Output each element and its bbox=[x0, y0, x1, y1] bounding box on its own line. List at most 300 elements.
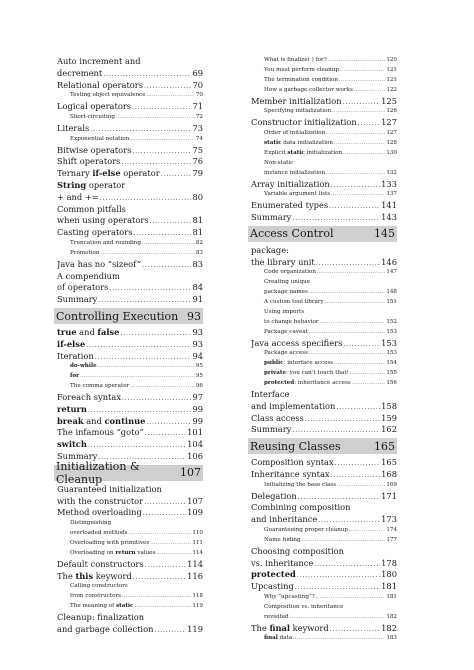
entry-label: Ternary if-else operator bbox=[57, 168, 160, 179]
toc-entry bbox=[57, 145, 203, 157]
entry-label: switch bbox=[57, 439, 87, 450]
chapter-title: Reusing Classes bbox=[250, 439, 341, 453]
entry-label: break and continue bbox=[57, 415, 146, 426]
toc-subentry bbox=[251, 76, 397, 86]
entry-page-number: 153 bbox=[381, 337, 397, 348]
entry-page-number: 148 bbox=[386, 289, 397, 296]
leader-dots bbox=[329, 201, 380, 212]
toc-subentry bbox=[251, 526, 397, 536]
toc-entry bbox=[57, 339, 203, 351]
leader-dots bbox=[314, 559, 380, 570]
entry-page-number: 95 bbox=[195, 373, 203, 380]
entry-page-number: 114 bbox=[192, 549, 203, 556]
leader-dots bbox=[130, 135, 195, 145]
leader-dots bbox=[340, 66, 385, 76]
leader-dots bbox=[335, 458, 381, 469]
toc-subentry bbox=[251, 139, 397, 149]
leader-dots bbox=[90, 124, 191, 135]
toc-subentry bbox=[251, 481, 397, 491]
leader-dots bbox=[331, 470, 381, 481]
leader-dots bbox=[142, 260, 191, 271]
toc-entry bbox=[57, 192, 203, 204]
toc-entry bbox=[57, 294, 203, 306]
entry-label: Member initialization bbox=[251, 95, 342, 106]
entry-page-number: 181 bbox=[381, 581, 397, 592]
toc-subentry bbox=[57, 539, 203, 549]
entry-label: Default constructors bbox=[57, 558, 144, 569]
toc-entry bbox=[251, 338, 397, 350]
entry-label: protected: inheritance access bbox=[264, 380, 351, 387]
entry-label: Logical operators bbox=[57, 101, 132, 112]
entry-label: Foreach syntax bbox=[57, 392, 122, 403]
leader-dots bbox=[325, 298, 386, 308]
entry-label: The termination condition bbox=[264, 76, 338, 83]
leader-dots bbox=[316, 593, 386, 603]
entry-label: Package access bbox=[264, 350, 309, 357]
toc-entry-line: package: bbox=[251, 244, 289, 255]
entry-label: Testing object equivalence bbox=[70, 92, 146, 99]
leader-dots bbox=[343, 149, 385, 159]
entry-page-number: 178 bbox=[381, 557, 397, 568]
entry-label: private: you can’t touch that! bbox=[264, 370, 349, 377]
entry-label: Explicit static initialization bbox=[264, 149, 343, 156]
entry-page-number: 107 bbox=[187, 495, 203, 506]
entry-page-number: 94 bbox=[192, 350, 203, 361]
toc-entry bbox=[251, 623, 397, 635]
entry-page-number: 132 bbox=[386, 169, 397, 176]
entry-page-number: 133 bbox=[381, 178, 397, 189]
entry-page-number: 114 bbox=[187, 558, 203, 569]
entry-label: Truncation and rounding bbox=[70, 240, 141, 247]
entry-label: Order of initialization bbox=[264, 130, 326, 137]
toc-entry bbox=[251, 491, 397, 503]
entry-page-number: 73 bbox=[192, 122, 203, 133]
entry-page-number: 80 bbox=[192, 191, 203, 202]
entry-page-number: 96 bbox=[195, 383, 203, 390]
toc-entry bbox=[251, 179, 397, 191]
leader-dots bbox=[134, 228, 192, 239]
leader-dots bbox=[98, 295, 191, 306]
leader-dots bbox=[88, 440, 186, 451]
entry-label: You must perform cleanup bbox=[264, 66, 339, 73]
toc-subentry-line: Creating unique bbox=[264, 279, 311, 286]
leader-dots bbox=[326, 129, 385, 139]
toc-entry bbox=[57, 351, 203, 363]
leader-dots bbox=[121, 157, 191, 168]
leader-dots bbox=[150, 216, 192, 227]
leader-dots bbox=[331, 190, 385, 200]
toc-entry bbox=[57, 559, 203, 571]
entry-label: return bbox=[57, 403, 87, 414]
leader-dots bbox=[154, 625, 186, 636]
entry-page-number: 91 bbox=[192, 294, 203, 305]
entry-page-number: 155 bbox=[386, 370, 397, 377]
leader-dots bbox=[88, 405, 192, 416]
chapter-page-number: 165 bbox=[374, 439, 395, 453]
toc-entry bbox=[251, 569, 397, 581]
toc-entry bbox=[57, 68, 203, 80]
leader-dots bbox=[120, 328, 191, 339]
toc-subentry bbox=[57, 372, 203, 382]
toc-subentry bbox=[57, 91, 203, 101]
entry-page-number: 111 bbox=[192, 540, 203, 547]
toc-entry-line: Combining composition bbox=[251, 502, 351, 513]
leader-dots bbox=[298, 492, 380, 503]
entry-page-number: 74 bbox=[195, 135, 203, 142]
entry-label: Code organization bbox=[264, 269, 316, 276]
entry-label: Summary bbox=[251, 424, 292, 435]
leader-dots bbox=[332, 107, 385, 117]
leader-dots bbox=[318, 515, 380, 526]
leader-dots bbox=[336, 402, 380, 413]
leader-dots bbox=[309, 349, 385, 359]
leader-dots bbox=[100, 193, 192, 204]
toc-entry bbox=[57, 427, 203, 439]
leader-dots bbox=[80, 372, 195, 382]
leader-dots bbox=[358, 118, 380, 129]
leader-dots bbox=[132, 102, 191, 113]
entry-label: package names bbox=[264, 289, 308, 296]
toc-subentry bbox=[251, 369, 397, 379]
leader-dots bbox=[150, 539, 191, 549]
entry-label: Promotion bbox=[70, 249, 100, 256]
entry-label: Upcasting bbox=[251, 581, 294, 592]
toc-subentry bbox=[251, 169, 397, 179]
entry-page-number: 99 bbox=[192, 403, 203, 414]
entry-label: Summary bbox=[57, 451, 98, 462]
entry-label: Initializing the base class bbox=[264, 481, 337, 488]
entry-label: and garbage collection bbox=[57, 623, 154, 634]
entry-page-number: 174 bbox=[386, 527, 397, 534]
leader-dots bbox=[292, 425, 380, 436]
entry-page-number: 81 bbox=[192, 215, 203, 226]
toc-subentry bbox=[251, 288, 397, 298]
toc-entry bbox=[251, 469, 397, 481]
leader-dots bbox=[161, 169, 192, 180]
toc-entry bbox=[57, 80, 203, 92]
entry-page-number: 97 bbox=[192, 392, 203, 403]
leader-dots bbox=[352, 379, 386, 389]
chapter-heading bbox=[54, 459, 203, 486]
entry-page-number: 153 bbox=[386, 328, 397, 335]
chapter-title: Controlling Execution bbox=[56, 309, 179, 323]
chapter-heading bbox=[54, 308, 203, 324]
leader-dots bbox=[331, 180, 380, 191]
leader-dots bbox=[86, 340, 191, 351]
entry-label: Bitwise operators bbox=[57, 144, 132, 155]
toc-subentry bbox=[251, 536, 397, 546]
entry-label: Shift operators bbox=[57, 156, 121, 167]
entry-label: The infamous “goto” bbox=[57, 427, 144, 438]
entry-label: The final keyword bbox=[251, 622, 329, 633]
toc-entry bbox=[57, 101, 203, 113]
entry-label: true and false bbox=[57, 327, 120, 337]
entry-page-number: 162 bbox=[381, 424, 397, 435]
leader-dots bbox=[337, 481, 385, 491]
entry-label: for bbox=[70, 373, 80, 380]
entry-page-number: 181 bbox=[386, 594, 397, 600]
entry-page-number: 118 bbox=[192, 593, 203, 600]
entry-page-number: 143 bbox=[381, 211, 397, 222]
leader-dots bbox=[350, 369, 385, 379]
entry-label: What is finalize( ) for? bbox=[264, 57, 327, 63]
toc-entry bbox=[251, 581, 397, 593]
toc-subentry bbox=[251, 613, 397, 623]
entry-page-number: 126 bbox=[386, 108, 397, 115]
entry-label: revisited bbox=[264, 613, 289, 620]
entry-label: and inheritance bbox=[251, 514, 318, 525]
toc-entry bbox=[251, 200, 397, 212]
entry-page-number: 106 bbox=[187, 451, 203, 462]
entry-label: do-while bbox=[70, 363, 97, 370]
toc-subentry bbox=[57, 239, 203, 249]
entry-page-number: 173 bbox=[381, 514, 397, 525]
toc-entry bbox=[251, 212, 397, 224]
leader-dots bbox=[103, 69, 191, 80]
entry-page-number: 95 bbox=[195, 363, 203, 370]
entry-page-number: 109 bbox=[187, 507, 203, 518]
entry-label: Constructor initialization bbox=[251, 117, 357, 128]
toc-subentry bbox=[57, 602, 203, 612]
entry-page-number: 182 bbox=[386, 613, 397, 620]
toc-subentry-line: Distinguishing bbox=[70, 520, 112, 527]
leader-dots bbox=[293, 634, 385, 644]
entry-label: A custom tool library bbox=[264, 299, 324, 306]
toc-subentry bbox=[251, 268, 397, 278]
entry-page-number: 141 bbox=[381, 200, 397, 211]
entry-page-number: 151 bbox=[386, 299, 397, 306]
entry-label: Inheritance syntax bbox=[251, 468, 330, 479]
leader-dots bbox=[334, 139, 385, 149]
entry-label: Java has no “sizeof” bbox=[57, 258, 142, 269]
entry-page-number: 121 bbox=[386, 76, 397, 83]
entry-page-number: 183 bbox=[386, 635, 397, 642]
leader-dots bbox=[354, 86, 385, 96]
leader-dots bbox=[334, 359, 385, 369]
leader-dots bbox=[122, 393, 191, 404]
toc-entry bbox=[251, 424, 397, 436]
toc-subentry-line: Using imports bbox=[264, 308, 305, 315]
leader-dots bbox=[156, 549, 191, 559]
toc-subentry bbox=[251, 129, 397, 139]
toc-entry-line: A compendium bbox=[57, 270, 120, 281]
toc-subentry bbox=[251, 328, 397, 338]
entry-page-number: 119 bbox=[192, 603, 203, 610]
entry-label: from constructors bbox=[70, 593, 121, 600]
leader-dots bbox=[144, 81, 191, 92]
entry-page-number: 79 bbox=[192, 168, 203, 179]
entry-page-number: 130 bbox=[386, 149, 397, 156]
entry-page-number: 70 bbox=[195, 92, 203, 99]
entry-label: The comma operator bbox=[70, 383, 130, 390]
toc-right-column bbox=[251, 56, 397, 644]
entry-page-number: 180 bbox=[381, 569, 397, 580]
toc-entry bbox=[57, 439, 203, 451]
entry-label: Enumerated types bbox=[251, 200, 329, 211]
leader-dots bbox=[326, 169, 385, 179]
entry-label: Java access specifiers bbox=[251, 337, 343, 348]
chapter-title: Access Control bbox=[250, 227, 334, 241]
entry-page-number: 127 bbox=[381, 117, 397, 128]
entry-page-number: 71 bbox=[192, 101, 203, 112]
entry-label: Iteration bbox=[57, 350, 94, 361]
entry-label: Short-circuiting bbox=[70, 114, 115, 121]
leader-dots bbox=[305, 414, 380, 425]
toc-entry bbox=[251, 413, 397, 425]
entry-label: Array initialization bbox=[251, 178, 330, 189]
entry-label: Overloading on return values bbox=[70, 549, 156, 556]
entry-page-number: 119 bbox=[187, 623, 203, 634]
toc-entry bbox=[57, 624, 203, 636]
entry-label: and implementation bbox=[251, 400, 336, 411]
toc-subentry bbox=[251, 349, 397, 359]
toc-entry bbox=[57, 507, 203, 519]
entry-page-number: 99 bbox=[192, 415, 203, 426]
entry-page-number: 159 bbox=[381, 412, 397, 423]
entry-label: Specifying initialization bbox=[264, 108, 332, 115]
toc-entry bbox=[251, 96, 397, 108]
entry-label: Class access bbox=[251, 412, 304, 423]
toc-entry bbox=[57, 227, 203, 239]
entry-label: if-else bbox=[57, 338, 86, 349]
entry-label: + and += bbox=[57, 191, 99, 202]
toc-subentry bbox=[57, 362, 203, 372]
entry-page-number: 177 bbox=[386, 536, 397, 543]
leader-dots bbox=[130, 382, 195, 392]
toc-entry bbox=[251, 257, 397, 269]
leader-dots bbox=[133, 572, 186, 583]
entry-label: Guaranteeing proper cleanup bbox=[264, 527, 348, 534]
entry-label: Name hiding bbox=[264, 536, 301, 543]
toc-entry bbox=[57, 123, 203, 135]
entry-label: Exponential notation bbox=[70, 135, 130, 142]
entry-page-number: 128 bbox=[386, 139, 397, 146]
leader-dots bbox=[146, 417, 191, 428]
entry-label: The this keyword bbox=[57, 570, 132, 581]
entry-page-number: 101 bbox=[187, 427, 203, 438]
leader-dots bbox=[316, 258, 380, 269]
toc-entry bbox=[57, 215, 203, 227]
toc-entry-line: Cleanup: finalization bbox=[57, 612, 145, 623]
entry-label: Delegation bbox=[251, 490, 297, 501]
toc-entry bbox=[57, 404, 203, 416]
leader-dots bbox=[320, 318, 386, 328]
entry-label: decrement bbox=[57, 67, 103, 78]
leader-dots bbox=[343, 339, 380, 350]
leader-dots bbox=[147, 91, 195, 101]
entry-label: Composition syntax bbox=[251, 457, 334, 468]
leader-dots bbox=[95, 352, 192, 363]
leader-dots bbox=[349, 526, 385, 536]
chapter-page-number: 145 bbox=[374, 227, 395, 241]
entry-label: Summary bbox=[57, 294, 98, 305]
leader-dots bbox=[142, 239, 195, 249]
toc-left-column bbox=[57, 56, 203, 636]
toc-entry bbox=[57, 168, 203, 180]
toc-subentry bbox=[57, 592, 203, 602]
entry-page-number: 72 bbox=[195, 114, 203, 121]
entry-page-number: 83 bbox=[192, 258, 203, 269]
toc-subentry bbox=[57, 135, 203, 145]
toc-subentry-line: Non-static bbox=[264, 159, 294, 166]
chapter-heading bbox=[248, 226, 397, 242]
entry-page-number: 169 bbox=[386, 481, 397, 488]
entry-page-number: 81 bbox=[192, 227, 203, 238]
entry-label: Method overloading bbox=[57, 507, 142, 518]
entry-page-number: 154 bbox=[386, 360, 397, 367]
entry-label: Casting operators bbox=[57, 227, 133, 238]
leader-dots bbox=[129, 529, 192, 539]
toc-entry bbox=[57, 392, 203, 404]
entry-page-number: 182 bbox=[381, 622, 397, 633]
leader-dots bbox=[122, 592, 191, 602]
leader-dots bbox=[339, 76, 385, 86]
toc-subentry bbox=[251, 298, 397, 308]
entry-page-number: 75 bbox=[192, 144, 203, 155]
entry-page-number: 153 bbox=[386, 350, 397, 357]
entry-label: The meaning of static bbox=[70, 603, 134, 610]
toc-subentry bbox=[57, 113, 203, 123]
toc-subentry bbox=[57, 549, 203, 559]
leader-dots bbox=[98, 362, 195, 372]
entry-label: Package caveat bbox=[264, 328, 308, 335]
toc-entry-line: String operator bbox=[57, 180, 126, 191]
entry-label: overloaded methods bbox=[70, 530, 128, 537]
leader-dots bbox=[101, 249, 195, 259]
entry-label: Literals bbox=[57, 122, 90, 133]
toc-subentry bbox=[57, 382, 203, 392]
entry-label: of operators bbox=[57, 282, 109, 293]
entry-label: Why “upcasting”? bbox=[264, 594, 315, 600]
entry-label: to change behavior bbox=[264, 318, 319, 325]
entry-page-number: 156 bbox=[386, 380, 397, 387]
entry-page-number: 152 bbox=[386, 318, 397, 325]
entry-page-number: 122 bbox=[386, 86, 397, 93]
leader-dots bbox=[144, 497, 186, 508]
toc-subentry bbox=[251, 107, 397, 117]
entry-label: the library unit bbox=[251, 256, 315, 267]
toc-subentry bbox=[251, 86, 397, 96]
toc-entry-line: Choosing composition bbox=[251, 545, 344, 556]
toc-entry bbox=[57, 282, 203, 294]
leader-dots bbox=[343, 97, 381, 108]
leader-dots bbox=[145, 560, 187, 571]
leader-dots bbox=[109, 283, 191, 294]
toc-entry bbox=[251, 401, 397, 413]
entry-label: Relational operators bbox=[57, 79, 144, 90]
leader-dots bbox=[143, 508, 186, 519]
entry-label: How a garbage collector works bbox=[264, 86, 353, 93]
entry-page-number: 110 bbox=[192, 530, 203, 537]
entry-page-number: 76 bbox=[192, 156, 203, 167]
leader-dots bbox=[328, 56, 386, 66]
toc-subentry bbox=[251, 359, 397, 369]
entry-page-number: 146 bbox=[381, 256, 397, 267]
toc-entry bbox=[57, 327, 203, 339]
entry-page-number: 137 bbox=[386, 191, 397, 198]
entry-page-number: 121 bbox=[386, 66, 397, 73]
entry-page-number: 171 bbox=[381, 490, 397, 501]
toc-subentry bbox=[251, 149, 397, 159]
leader-dots bbox=[330, 624, 380, 635]
toc-entry bbox=[57, 259, 203, 271]
entry-label: instance initialization bbox=[264, 169, 326, 176]
toc-entry bbox=[251, 117, 397, 129]
entry-page-number: 84 bbox=[192, 282, 203, 293]
entry-label: protected bbox=[251, 569, 296, 580]
leader-dots bbox=[309, 328, 385, 338]
entry-page-number: 168 bbox=[381, 468, 397, 479]
